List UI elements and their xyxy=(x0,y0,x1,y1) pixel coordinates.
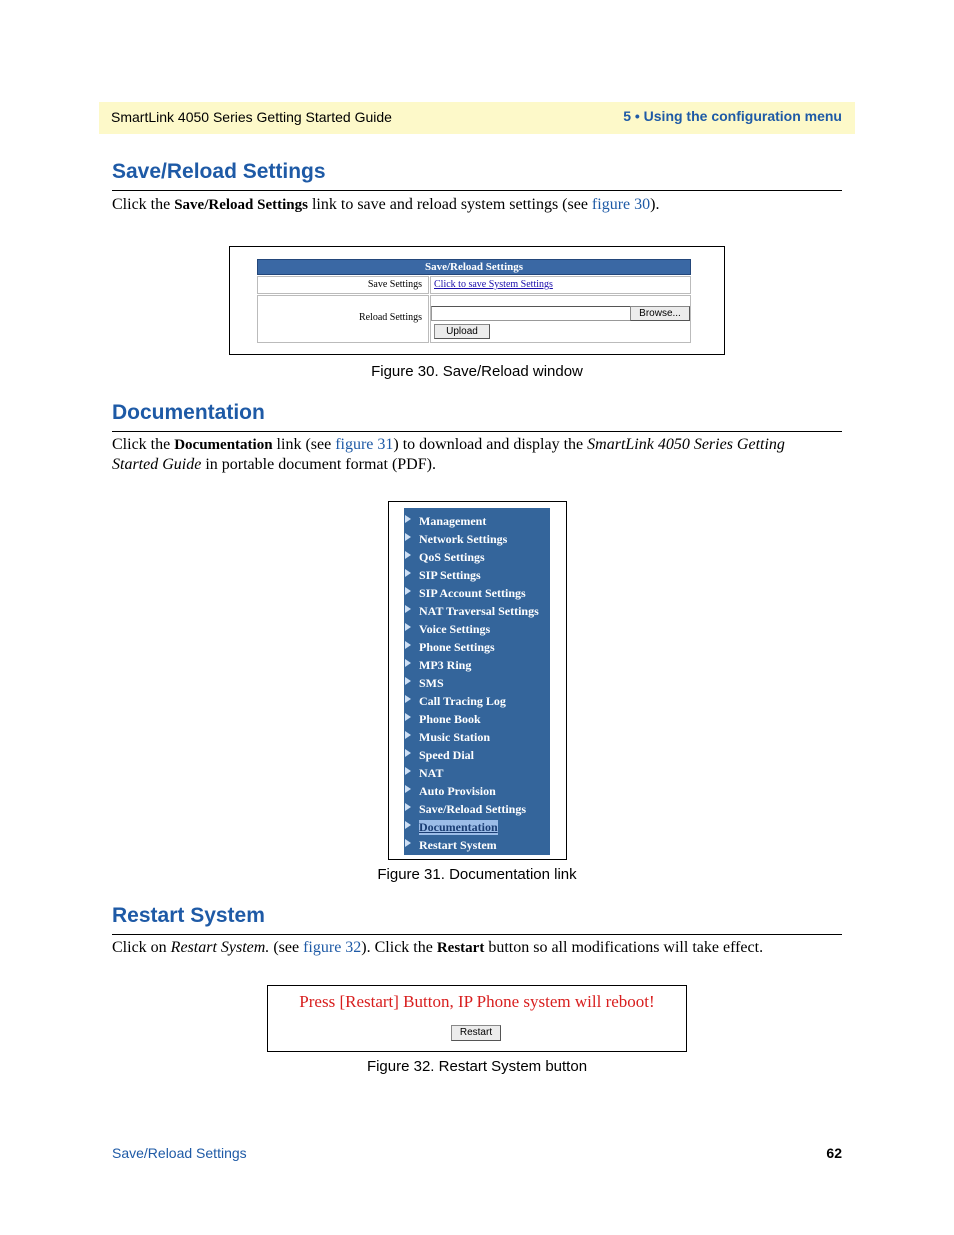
menu-arrow-icon xyxy=(405,623,411,631)
text: ). xyxy=(650,196,660,213)
menu-arrow-icon xyxy=(405,803,411,811)
section-rule xyxy=(112,190,842,191)
running-header xyxy=(99,102,855,134)
figure-31-link[interactable]: figure 31 xyxy=(335,436,394,453)
menu-item-speed-dial[interactable] xyxy=(404,745,550,763)
menu-arrow-icon xyxy=(405,731,411,739)
chapter-title: 5 • Using the configuration menu xyxy=(623,108,842,124)
settings-table xyxy=(257,259,691,337)
menu-item-label: Save/Reload Settings xyxy=(419,802,527,816)
menu-arrow-icon xyxy=(405,677,411,685)
text: ) to download and display the xyxy=(393,436,588,453)
figure-32-restart-window xyxy=(267,985,687,1052)
menu-item-qos-settings[interactable] xyxy=(404,547,550,565)
text: Click the xyxy=(112,436,175,453)
figure-30-save-reload-window xyxy=(229,246,725,355)
upload-button[interactable]: Upload xyxy=(434,324,490,339)
figure-30-link[interactable]: figure 30 xyxy=(591,196,651,213)
menu-item-label: Restart System xyxy=(419,838,497,852)
config-menu xyxy=(404,508,550,855)
menu-item-label: SMS xyxy=(419,676,444,690)
menu-item-label: NAT xyxy=(419,766,444,780)
menu-arrow-icon xyxy=(405,587,411,595)
save-reload-paragraph xyxy=(112,195,842,215)
menu-item-label: Documentation xyxy=(419,820,498,834)
bold-text: Restart xyxy=(436,940,485,956)
menu-item-label: Phone Book xyxy=(419,712,481,726)
reload-settings-label: Reload Settings xyxy=(358,312,422,323)
menu-arrow-icon xyxy=(405,785,411,793)
footer-section-name: Save/Reload Settings xyxy=(112,1145,247,1161)
menu-arrow-icon xyxy=(405,659,411,667)
text: in portable document format (PDF). xyxy=(201,456,436,473)
menu-item-label: Music Station xyxy=(419,730,491,744)
browse-button[interactable]: Browse... xyxy=(630,306,690,321)
text: Click the xyxy=(112,196,175,213)
reboot-warning-message: Press [Restart] Button, IP Phone system will reboot! xyxy=(299,992,655,1011)
section-heading-restart: Restart System xyxy=(112,904,265,927)
menu-arrow-icon xyxy=(405,767,411,775)
restart-paragraph xyxy=(112,938,842,958)
text: button so all modifications will take effect. xyxy=(484,939,764,956)
italic-text: Restart System. xyxy=(170,939,270,956)
save-label-cell xyxy=(257,276,429,294)
figure-32-caption: Figure 32. Restart System button xyxy=(366,1058,588,1075)
page-number: 62 xyxy=(826,1145,842,1161)
menu-arrow-icon xyxy=(405,749,411,757)
menu-item-phone-settings[interactable] xyxy=(404,637,550,655)
menu-item-restart-system[interactable] xyxy=(404,835,550,853)
figure-31-caption: Figure 31. Documentation link xyxy=(377,866,577,883)
text: link (see xyxy=(272,436,336,453)
reload-input-cell xyxy=(430,295,691,343)
menu-arrow-icon xyxy=(405,569,411,577)
menu-item-sip-settings[interactable] xyxy=(404,565,550,583)
menu-item-mp3-ring[interactable] xyxy=(404,655,550,673)
section-heading-documentation: Documentation xyxy=(112,401,265,424)
menu-item-sip-account-settings[interactable] xyxy=(404,583,550,601)
text: ). Click the xyxy=(361,939,437,956)
menu-item-sms[interactable] xyxy=(404,673,550,691)
menu-item-label: Management xyxy=(419,514,487,528)
menu-arrow-icon xyxy=(405,821,411,829)
figure-32-link[interactable]: figure 32 xyxy=(303,939,362,956)
menu-item-music-station[interactable] xyxy=(404,727,550,745)
menu-item-auto-provision[interactable] xyxy=(404,781,550,799)
menu-arrow-icon xyxy=(405,515,411,523)
file-path-input[interactable] xyxy=(431,306,631,321)
save-system-settings-link[interactable]: Click to save System Settings xyxy=(434,279,553,290)
italic-text: SmartLink 4050 Series Getting xyxy=(587,436,785,453)
menu-item-management[interactable] xyxy=(404,511,550,529)
menu-arrow-icon xyxy=(405,713,411,721)
menu-item-label: Auto Provision xyxy=(419,784,496,798)
menu-arrow-icon xyxy=(405,551,411,559)
bold-text: Documentation xyxy=(174,437,273,453)
documentation-paragraph xyxy=(112,435,842,475)
figure-31-documentation-menu xyxy=(388,501,567,860)
menu-item-phone-book[interactable] xyxy=(404,709,550,727)
section-heading-save-reload: Save/Reload Settings xyxy=(112,160,326,183)
menu-item-nat[interactable] xyxy=(404,763,550,781)
menu-item-label: QoS Settings xyxy=(419,550,485,564)
menu-arrow-icon xyxy=(405,641,411,649)
menu-arrow-icon xyxy=(405,533,411,541)
menu-item-voice-settings[interactable] xyxy=(404,619,550,637)
save-link-cell xyxy=(430,276,691,294)
menu-item-save-reload-settings[interactable] xyxy=(404,799,550,817)
menu-item-nat-traversal-settings[interactable] xyxy=(404,601,550,619)
menu-item-label: Speed Dial xyxy=(419,748,475,762)
italic-text: Started Guide xyxy=(112,456,202,473)
menu-item-call-tracing-log[interactable] xyxy=(404,691,550,709)
menu-item-label: Call Tracing Log xyxy=(419,694,506,708)
guide-title: SmartLink 4050 Series Getting Started Guide xyxy=(111,109,392,125)
menu-arrow-icon xyxy=(405,695,411,703)
menu-arrow-icon xyxy=(405,605,411,613)
table-title: Save/Reload Settings xyxy=(257,259,691,275)
text: (see xyxy=(269,939,304,956)
figure-30-caption: Figure 30. Save/Reload window xyxy=(371,363,583,380)
section-rule xyxy=(112,431,842,432)
reload-label-cell xyxy=(257,295,429,343)
menu-item-label: SIP Settings xyxy=(419,568,481,582)
section-rule xyxy=(112,934,842,935)
menu-item-network-settings[interactable] xyxy=(404,529,550,547)
menu-item-label: Voice Settings xyxy=(419,622,491,636)
menu-item-label: MP3 Ring xyxy=(419,658,472,672)
menu-item-label: Phone Settings xyxy=(419,640,495,654)
menu-item-documentation[interactable] xyxy=(404,817,550,835)
menu-item-label: Network Settings xyxy=(419,532,508,546)
restart-button[interactable]: Restart xyxy=(451,1025,501,1041)
menu-arrow-icon xyxy=(405,839,411,847)
menu-item-label: SIP Account Settings xyxy=(419,586,526,600)
bold-text: Save/Reload Settings xyxy=(174,197,308,213)
text: link to save and reload system settings (see xyxy=(307,196,592,213)
text: Click on xyxy=(112,939,171,956)
save-settings-label: Save Settings xyxy=(367,279,422,290)
menu-item-label: NAT Traversal Settings xyxy=(419,604,539,618)
